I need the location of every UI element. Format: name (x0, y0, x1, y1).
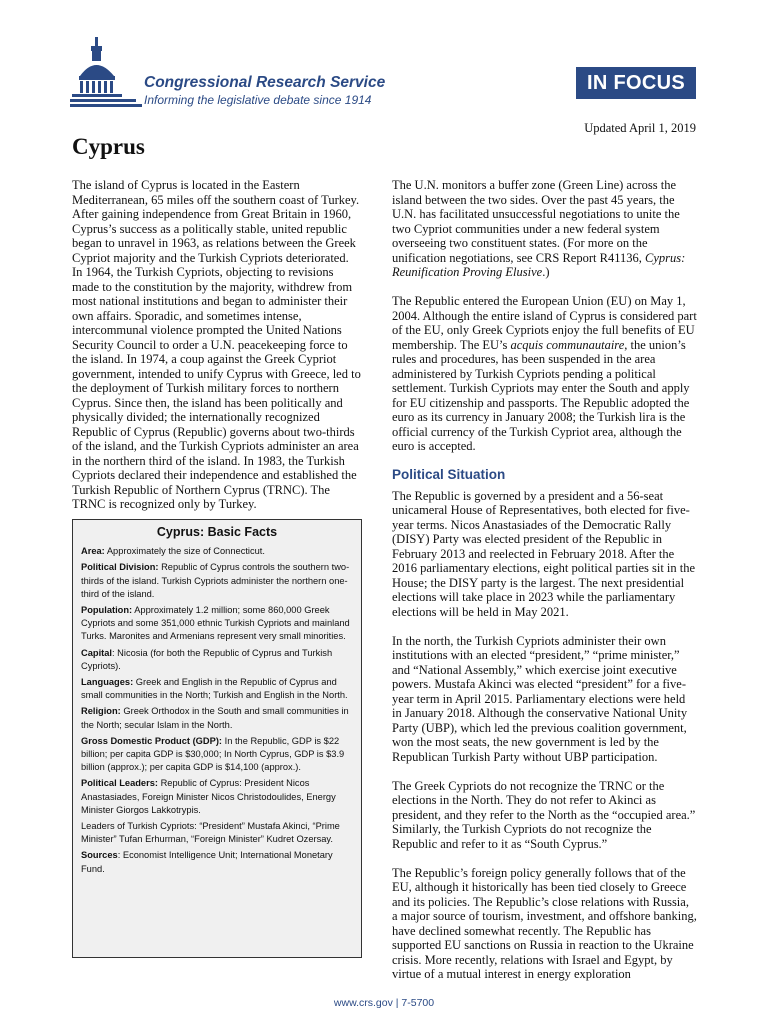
fact-label: Political Leaders: (81, 778, 158, 789)
fact-item (81, 777, 353, 817)
fact-item (81, 705, 353, 731)
basic-facts-box (72, 519, 362, 958)
fact-label: Religion: (81, 706, 121, 717)
org-tagline: Informing the legislative debate since 1914 (144, 93, 372, 107)
fact-text: Approximately the size of Connecticut. (104, 546, 265, 557)
paragraph-text: The U.N. monitors a buffer zone (Green Line) across the island between the two sides. Over the past 45 years, the U.N. has facilitated unsuccessful negotiations to unite the two Cypriot communities under a new federal system overseeing two constituent states. (For more on the unification negotiations, see CRS Report R41136, (392, 178, 680, 265)
paragraph-text: , the union’s rules and procedures, has been suspended in the area administered by Turkish Cypriots pending a political settlement. Turkish Cypriots may enter the South and apply for EU citizenship and passports. The Republic adopted the euro as its currency in January 2008; the Turkish lira is the official currency of the Turkish Cypriot area, although the euro is accepted. (392, 337, 690, 453)
left-column (72, 178, 362, 526)
intro-paragraph: The island of Cyprus is located in the Eastern Mediterranean, 65 miles off the southern coast of Turkey. After gaining independence from Great Britain in 1960, Cyprus’s success as a politically stable, united republic began to unravel in 1963, as relations between the Greek Cypriot majority and the Turkish Cypriots deteriorated. In 1964, the Turkish Cypriots, objecting to revisions made to the constitution by the majority, withdrew from most national institutions and began to administer their own affairs. Sporadic, and sometimes intense, intercommunal violence prompted the United Nations Security Council to order a U.N. peacekeeping force to the island. In 1974, a coup against the Greek Cypriot government, intended to unify Cyprus with Greece, led to the deployment of Turkish military forces to northern Cyprus. Since then, the island has been politically and physically divided; the internationally recognized Republic of Cyprus (Republic) governs about two-thirds of the island, and the Turkish Cypriots administer an area in the northern third of the island. In 1983, the Turkish Cypriots declared their independence and established the Turkish Republic of Northern Cyprus (TRNC). The TRNC is recognized only by Turkey. (72, 178, 361, 511)
capitol-dome-icon (70, 36, 142, 111)
paragraph-text: .) (542, 265, 550, 279)
fact-text: Leaders of Turkish Cypriots: “President” Mustafa Akinci, “Prime Minister” Tufan Erhurman, “Foreign Minister” Kudret Ozersay. (81, 821, 340, 845)
fact-label: Sources (81, 850, 118, 861)
page-title: Cyprus (72, 134, 145, 159)
fact-item (81, 849, 353, 875)
in-focus-badge: IN FOCUS (576, 67, 696, 99)
paragraph-un-buffer (392, 178, 697, 280)
crs-logo (70, 36, 415, 111)
fact-label: Languages: (81, 677, 134, 688)
org-name: Congressional Research Service (144, 74, 386, 91)
fact-label: Population: (81, 605, 133, 616)
fact-label: Gross Domestic Product (GDP): (81, 735, 223, 746)
fact-text: : Economist Intelligence Unit; International Monetary Fund. (81, 850, 333, 874)
paragraph-recognition: The Greek Cypriots do not recognize the TRNC or the elections in the North. They do not refer to Akinci as president, and they refer to the North as the “occupied area.” Similarly, the Turkish Cypriots do not recognize the Republic and refer to it as “South Cyprus.” (392, 778, 696, 851)
paragraph-text: The Republic entered the European Union (EU) on May 1, 2004. Although the entire island of Cyprus is considered part of the EU, only Greek Cypriots enjoy the full benefits of EU membership. The EU’s (392, 294, 697, 352)
fact-label: Capital (81, 647, 112, 658)
report-title: Cyprus: Reunification Proving Elusive (392, 250, 686, 279)
footer-link[interactable]: www.crs.gov | 7-5700 (333, 997, 435, 1009)
paragraph-foreign-policy: The Republic’s foreign policy generally follows that of the EU, although it historically has been tied closely to Greece and its policies. The Republic’s close relations with Russia, a major source of tourism, investment, and offshore banking, have declined somewhat recently. The Republic has supported EU sanctions on Russia in reaction to the Ukraine crisis. More recently, relations with Israel and Egypt, by virtue of a mutual interest in energy exploration (392, 865, 697, 981)
fact-item (81, 820, 353, 846)
fact-item (81, 676, 353, 702)
paragraph-government: The Republic is governed by a president and a 56-seat unicameral House of Representatives, both elected for five-year terms. Nicos Anastasiades of the Democratic Rally (DISY) Party was elected president of the Republic in February 2013 and reelected in February 2018. After the 2016 parliamentary elections, eight political parties sit in the House; the DISY party is the largest. The next presidential elections will take place in 2023 while the parliamentary elections will be held in May 2021. (392, 488, 696, 619)
paragraph-north: In the north, the Turkish Cypriots administer their own institutions with an elected “president,” “prime minister,” and “National Assembly,” which exercise joint executive powers. Mustafa Akinci was elected “president” for a five-year term in April 2015. Parliamentary elections were held in January 2018. Although the conservative National Unity Party (UBP), which led the previous coalition government, won the most seats, the new government is led by the Republican Turkish Party without UBP participation. (392, 633, 688, 764)
paragraph-eu (392, 294, 697, 454)
section-heading-political-situation: Political Situation (392, 467, 506, 482)
right-column (392, 178, 697, 996)
fact-text: Republic of Cyprus controls the southern two-thirds of the island. Turkish Cypriots administer the northern one-third of the island. (81, 562, 350, 599)
acquis-term: acquis communautaire (510, 337, 625, 352)
fact-item (81, 545, 353, 558)
updated-date: Updated April 1, 2019 (584, 121, 696, 135)
fact-text: In the Republic, GDP is $22 billion; per capita GDP is $30,000; In North Cyprus, GDP is $3.9 billion (approx.); per capita GDP is $14,100 (approx.). (81, 735, 345, 773)
fact-item (81, 735, 353, 775)
fact-text: Republic of Cyprus: President Nicos Anastasiades, Foreign Minister Nicos Christodoulides, Energy Minister Giorgos Lakkotrypis. (81, 778, 336, 815)
fact-item (81, 561, 353, 601)
fact-item (81, 604, 353, 644)
fact-text: Greek Orthodox in the South and small communities in the North; secular Islam in the North. (81, 706, 349, 730)
fact-text: Greek and English in the Republic of Cyprus and small communities in the North; Turkish and English in the North. (81, 677, 348, 701)
fact-text: Approximately 1.2 million; some 860,000 Greek Cypriots and some 351,000 ethnic Turkish Cypriots and mainland Turks. Maronites and Armenians represent very small minorities. (81, 605, 350, 642)
fact-text: : Nicosia (for both the Republic of Cyprus and Turkish Cypriots). (81, 647, 333, 671)
fact-item (81, 647, 353, 673)
fact-label: Political Division: (81, 562, 159, 573)
facts-title: Cyprus: Basic Facts (156, 525, 278, 539)
fact-label: Area: (81, 546, 105, 557)
